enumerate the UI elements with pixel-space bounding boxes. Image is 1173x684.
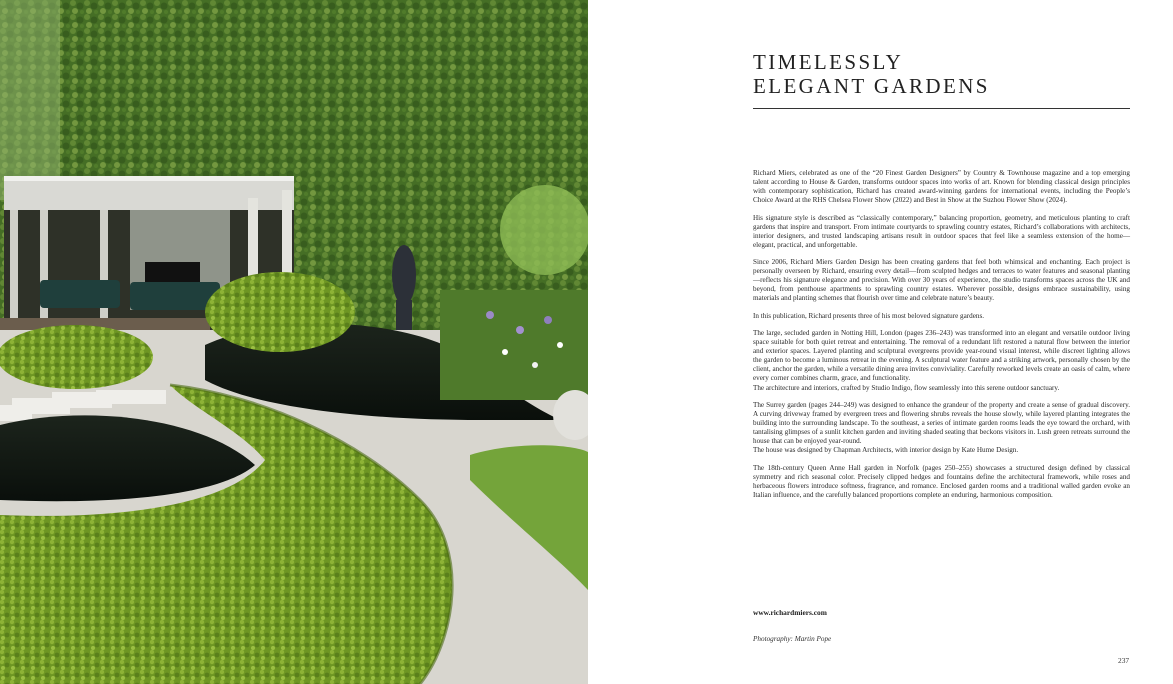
paragraph: The Surrey garden (pages 244–249) was designed to enhance the grandeur of the property and create a sense of gradual discovery. A curving driveway framed by evergreen trees and flowering shrubs reveals the house slowly, while layered planting integrates the building into the surrounding landscape. To the southeast, a series of intimate garden rooms leads the eye toward the orchard, with tantalising glimpses of a sunlit kitchen garden and inviting shaded seating that beckons visitors in. Lush green retreats surround the house that can be enjoyed year-round. [753,400,1130,446]
article-body [753,169,1130,508]
article-title [753,50,990,98]
photo-credit: Photography: Martin Pope [753,635,832,643]
paragraph: The house was designed by Chapman Architects, with interior design by Kate Hume Design. [753,446,1019,455]
title-line-1: TIMELESSLY [753,50,904,74]
paragraph: The large, secluded garden in Notting Hill, London (pages 236–243) was transformed into an elegant and versatile outdoor living space suitable for both quiet retreat and entertaining. The removal of a redundant lift restored a natural flow between the interior and exterior spaces. Layered planting and sculptural evergreens provide year-round visual interest, while discreet lighting allows the garden to become a luminous retreat in the evening. A sculptural water feature and a striking artwork, personally chosen by the client, anchor the garden, while a versatile dining area invites conviviality. Carefully reworked levels create an oasis of calm, where every corner combines charm, grace, and functionality. [753,329,1130,383]
paragraph: The architecture and interiors, crafted by Studio Indigo, flow seamlessly into this serene outdoor sanctuary. [753,383,1060,392]
paragraph: In this publication, Richard presents three of his most beloved signature gardens. [753,311,985,320]
paragraph: Since 2006, Richard Miers Garden Design has been creating gardens that feel both whimsical and enchanting. Each project is personally overseen by Richard, ensuring every detail—from sculpted hedges and terraces to water features and seasonal planting—reflects his signature elegance and precision. With over 30 years of experience, the studio transforms spaces across the UK and beyond, from penthouse apartments to sprawling country estates. Wherever possible, designs embrace sustainability, using materials and planting schemes that flourish over time and celebrate nature’s beauty. [753,258,1130,303]
website-link[interactable]: www.richardmiers.com [753,608,827,617]
article-page [588,0,1173,684]
paragraph: Richard Miers, celebrated as one of the “20 Finest Garden Designers” by Country & Townhouse magazine and a top emerging talent according to House & Garden, transforms outdoor spaces into works of art. Known for blending classical design principles with contemporary sophistication, Richard has created award-winning gardens for international events, including the People’s Choice Award at the RHS Chelsea Flower Show (2022) and Best in Show at the Suzhou Flower Show (2024). [753,169,1130,205]
page-number: 237 [1118,656,1130,665]
paragraph: The 18th-century Queen Anne Hall garden in Norfolk (pages 250–255) showcases a structured design defined by classical symmetry and rich seasonal color. Precisely clipped hedges and fountains define the architectural framework, while roses and herbaceous flowers introduce softness, fragrance, and romance. Enclosed garden rooms and a traditional walled garden evoke an Italian influence, and the carefully balanced proportions complete an enduring, harmonious composition. [753,463,1130,499]
title-line-2: ELEGANT GARDENS [753,74,990,98]
paragraph: His signature style is described as “classically contemporary,” balancing proportion, geometry, and meticulous planting to craft gardens that inspire and transport. From intimate courtyards to sprawling country estates, Richard’s collaborations with architects, interior designers, and trusted landscaping artisans result in outdoor spaces that feel like a seamless extension of the home—elegant, practical, and unforgettable. [753,213,1130,249]
title-divider [753,108,1130,109]
